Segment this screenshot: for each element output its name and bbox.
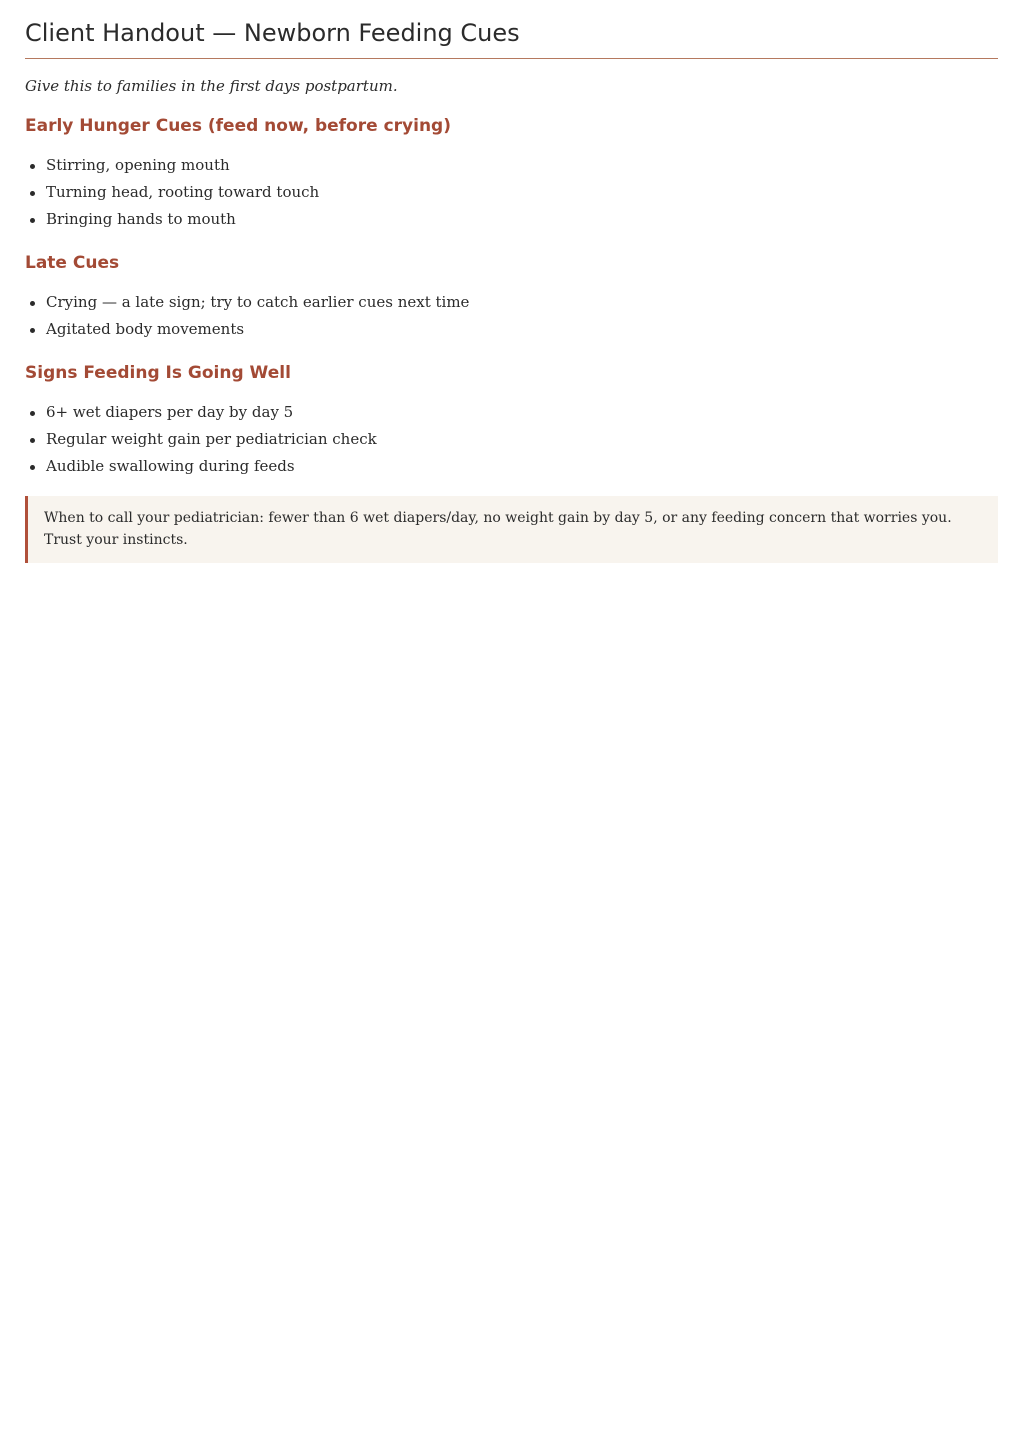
list-item: Audible swallowing during feeds — [46, 453, 998, 480]
cue-list — [25, 399, 998, 480]
list-item: Regular weight gain per pediatrician check — [46, 426, 998, 453]
section-feeding-going-well — [25, 361, 998, 480]
list-item: 6+ wet diapers per day by day 5 — [46, 399, 998, 426]
cue-list — [25, 152, 998, 233]
list-item: Turning head, rooting toward touch — [46, 179, 998, 206]
pediatrician-callout: When to call your pediatrician: fewer than 6 wet diapers/day, no weight gain by day 5, or any feeding concern that worries you. Trust your instincts. — [25, 496, 998, 563]
section-heading: Early Hunger Cues (feed now, before crying) — [25, 116, 451, 136]
list-item: Stirring, opening mouth — [46, 152, 998, 179]
section-heading: Signs Feeding Is Going Well — [25, 363, 291, 383]
page-title: Client Handout — Newborn Feeding Cues — [25, 0, 998, 59]
section-late-cues — [25, 251, 998, 343]
cue-list — [25, 289, 998, 343]
section-early-hunger-cues — [25, 114, 998, 233]
list-item: Bringing hands to mouth — [46, 206, 998, 233]
list-item: Agitated body movements — [46, 316, 998, 343]
section-heading: Late Cues — [25, 253, 120, 273]
intro-text: Give this to families in the first days postpartum. — [25, 77, 398, 95]
list-item: Crying — a late sign; try to catch earlier cues next time — [46, 289, 998, 316]
